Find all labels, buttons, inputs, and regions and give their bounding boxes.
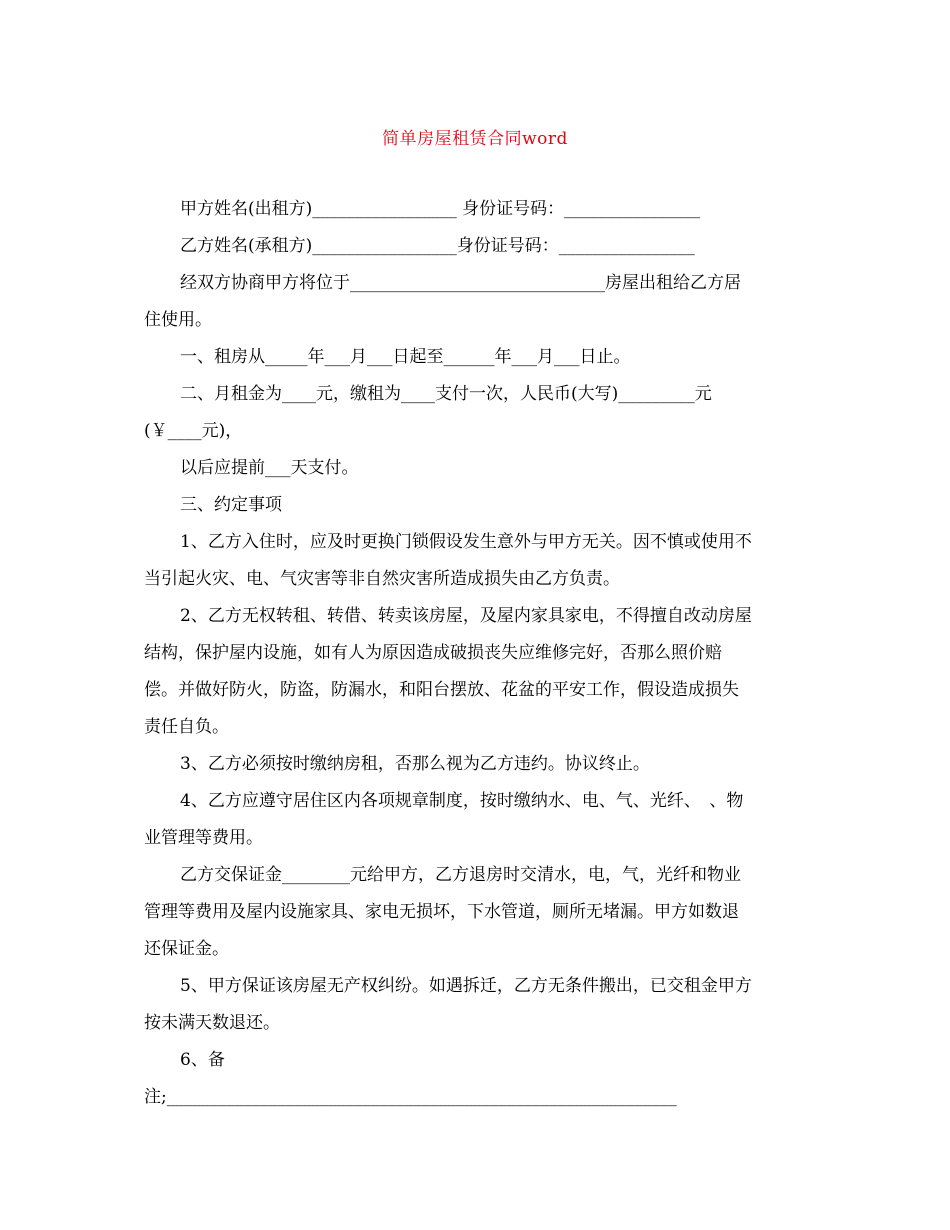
paragraph-line: 当引起火灾、电、气灾害等非自然灾害所造成损失由乙方负责。 [144, 569, 620, 589]
paragraph-line: 住使用。 [144, 310, 212, 330]
paragraph-line: 按未满天数退还。 [144, 1013, 280, 1033]
paragraph-line: 还保证金。 [144, 939, 229, 959]
paragraph-line: 4、乙方应遵守居住区内各项规章制度，按时缴纳水、电、气、光纤、 、物 [180, 791, 744, 811]
paragraph-line: 管理等费用及屋内设施家具、家电无损坏，下水管道，厕所无堵漏。甲方如数退 [144, 902, 739, 922]
paragraph-line: 以后应提前___天支付。 [180, 458, 359, 478]
paragraph-line: 乙方交保证金________元给甲方，乙方退房时交清水，电，气，光纤和物业 [180, 865, 741, 885]
clause-2-rent: 二、月租金为____元，缴租为____支付一次，人民币(大写)_________元 [180, 384, 712, 404]
party-b-line: 乙方姓名(承租方)_________________身份证号码：________________ [180, 236, 695, 256]
clause-1-term: 一、租房从_____年___月___日起至______年___月___日止。 [180, 347, 631, 367]
paragraph-line: 3、乙方必须按时缴纳房租，否那么视为乙方违约。协议终止。 [180, 754, 650, 774]
paragraph-line: 5、甲方保证该房屋无产权纠纷。如遇拆迁，乙方无条件搬出，已交租金甲方 [180, 976, 752, 996]
paragraph-line: 经双方协商甲方将位于______________________________房屋出租给乙方居 [180, 273, 741, 293]
remarks-line: 注;____________________________________________________________ [144, 1087, 677, 1107]
paragraph-line: 2、乙方无权转租、转借、转卖该房屋，及屋内家具家电，不得擅自改动房屋 [180, 606, 752, 626]
paragraph-line: (￥____元)， [144, 421, 243, 441]
document-title: 简单房屋租赁合同word [382, 129, 568, 149]
paragraph-line: 偿。并做好防火，防盗，防漏水，和阳台摆放、花盆的平安工作，假设造成损失 [144, 680, 739, 700]
section-heading: 三、约定事项 [180, 495, 282, 515]
paragraph-line: 责任自负。 [144, 717, 229, 737]
paragraph-line: 1、乙方入住时，应及时更换门锁假设发生意外与甲方无关。因不慎或使用不 [180, 532, 752, 552]
party-a-line: 甲方姓名(出租方)_________________ 身份证号码：________________ [180, 199, 701, 219]
paragraph-line: 业管理等费用。 [144, 828, 263, 848]
paragraph-line: 结构，保护屋内设施，如有人为原因造成破损丧失应维修完好，否那么照价赔 [144, 643, 722, 663]
paragraph-line: 6、备 [180, 1050, 225, 1070]
